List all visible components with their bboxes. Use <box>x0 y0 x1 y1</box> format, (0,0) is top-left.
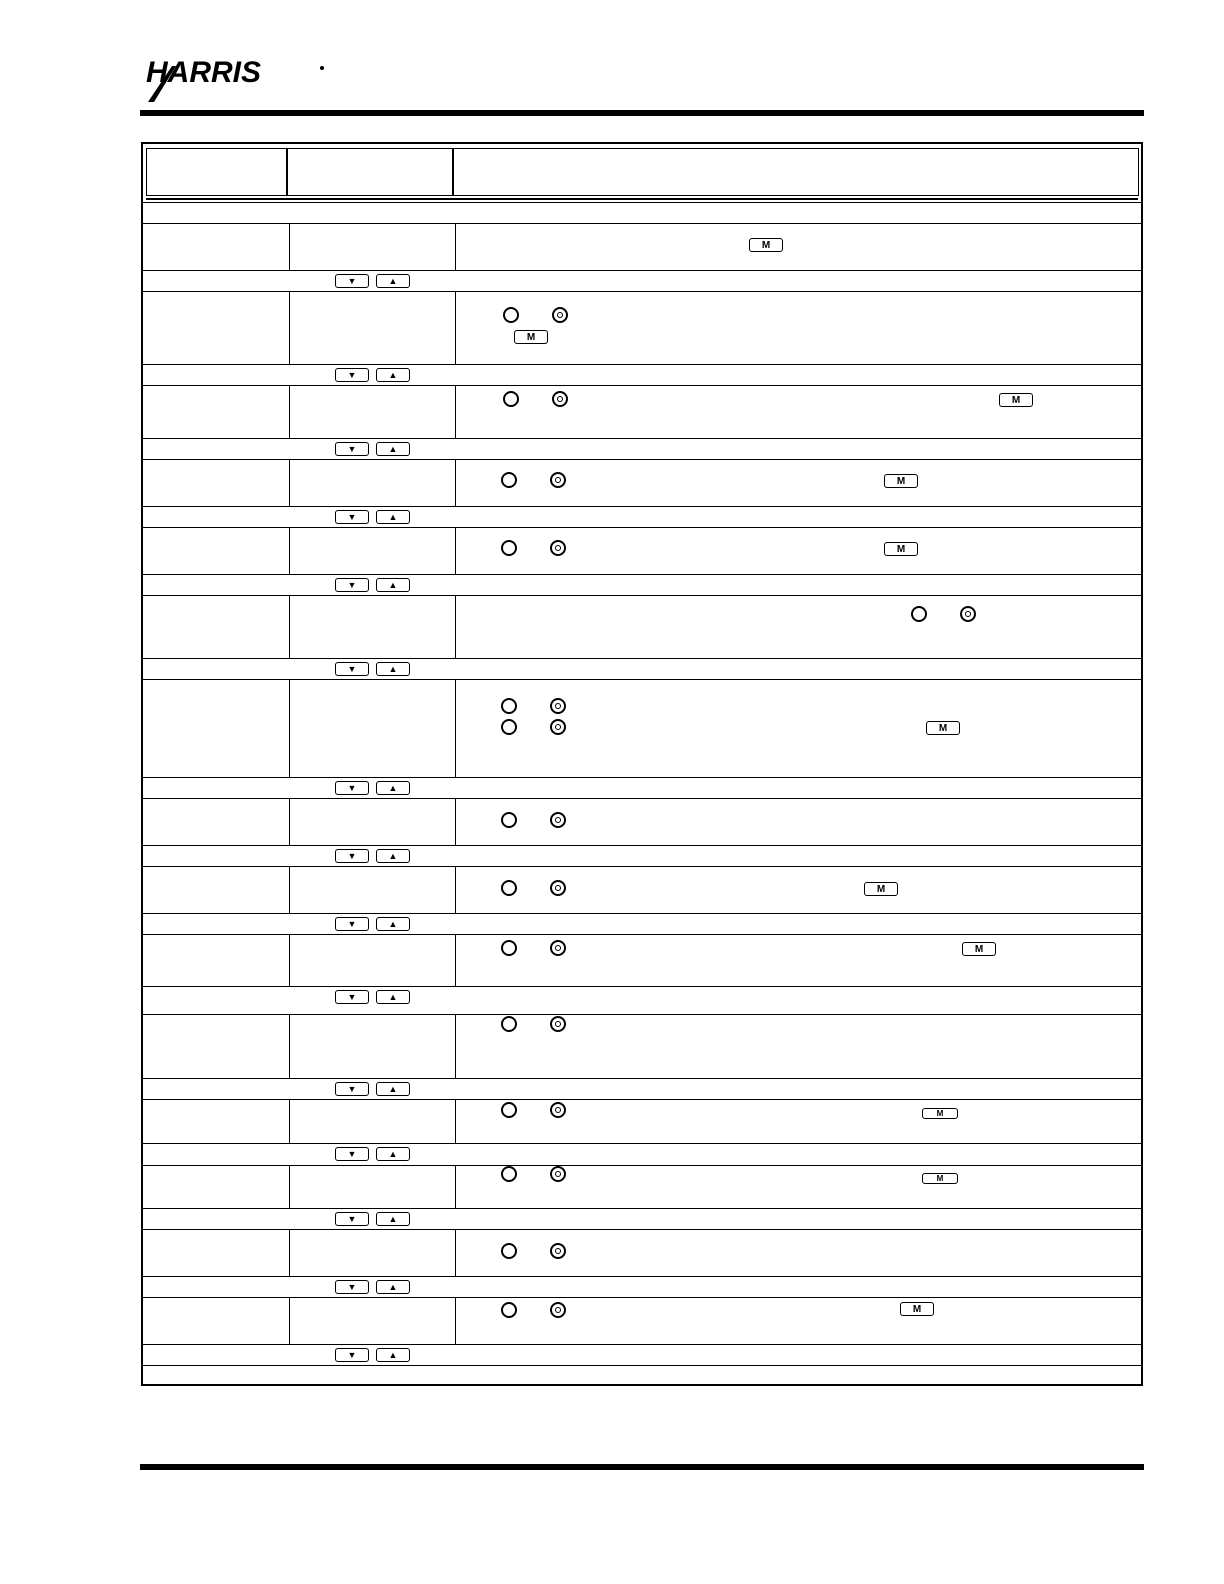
knob-icon <box>501 1016 517 1032</box>
row-divider <box>143 506 1141 507</box>
row-divider <box>143 438 1141 439</box>
column-divider <box>289 223 290 270</box>
knob-icon <box>501 698 517 714</box>
row-divider <box>143 270 1141 271</box>
down-arrow-icon: ▼ <box>335 990 369 1004</box>
column-divider <box>455 459 456 506</box>
column-divider <box>455 595 456 658</box>
column-divider <box>455 934 456 986</box>
column-divider <box>289 679 290 777</box>
selector-knob-icon <box>550 540 566 556</box>
down-arrow-icon: ▼ <box>335 849 369 863</box>
down-arrow-icon: ▼ <box>335 781 369 795</box>
column-divider <box>455 1229 456 1276</box>
row-divider <box>143 1165 1141 1166</box>
menu-button-icon: M <box>884 542 918 556</box>
header-cell-2 <box>287 148 453 196</box>
selector-knob-icon <box>550 1016 566 1032</box>
knob-icon <box>501 940 517 956</box>
menu-button-icon: M <box>926 721 960 735</box>
knob-icon <box>911 606 927 622</box>
up-arrow-icon: ▲ <box>376 1348 410 1362</box>
row-divider <box>143 777 1141 778</box>
selector-knob-icon <box>550 940 566 956</box>
row-divider <box>143 934 1141 935</box>
selector-knob-icon <box>552 307 568 323</box>
down-arrow-icon: ▼ <box>335 1348 369 1362</box>
down-arrow-icon: ▼ <box>335 274 369 288</box>
menu-button-icon: M <box>514 330 548 344</box>
menu-button-icon: M <box>749 238 783 252</box>
column-divider <box>289 595 290 658</box>
down-arrow-icon: ▼ <box>335 1147 369 1161</box>
knob-icon <box>501 540 517 556</box>
knob-icon <box>501 1243 517 1259</box>
down-arrow-icon: ▼ <box>335 578 369 592</box>
selector-knob-icon <box>960 606 976 622</box>
column-divider <box>455 385 456 438</box>
column-divider <box>289 291 290 364</box>
up-arrow-icon: ▲ <box>376 1212 410 1226</box>
column-divider <box>289 1014 290 1078</box>
svg-text:HARRIS: HARRIS <box>146 56 262 89</box>
column-divider <box>289 798 290 845</box>
row-divider <box>143 527 1141 528</box>
knob-icon <box>501 719 517 735</box>
column-divider <box>289 934 290 986</box>
row-divider <box>143 798 1141 799</box>
menu-button-icon: M <box>922 1173 958 1184</box>
knob-icon <box>501 880 517 896</box>
knob-icon <box>501 812 517 828</box>
menu-button-icon: M <box>922 1108 958 1119</box>
column-divider <box>289 1229 290 1276</box>
footer-rule <box>140 1464 1144 1470</box>
column-divider <box>455 291 456 364</box>
column-divider <box>455 798 456 845</box>
row-divider <box>143 595 1141 596</box>
up-arrow-icon: ▲ <box>376 662 410 676</box>
selector-knob-icon <box>550 719 566 735</box>
down-arrow-icon: ▼ <box>335 368 369 382</box>
row-divider <box>143 986 1141 987</box>
row-divider <box>143 866 1141 867</box>
header-rule <box>140 110 1144 116</box>
selector-knob-icon <box>550 698 566 714</box>
down-arrow-icon: ▼ <box>335 510 369 524</box>
row-divider <box>143 1297 1141 1298</box>
header-cell-1 <box>146 148 287 196</box>
menu-button-icon: M <box>900 1302 934 1316</box>
row-divider <box>143 291 1141 292</box>
column-divider <box>289 527 290 574</box>
up-arrow-icon: ▲ <box>376 990 410 1004</box>
row-divider <box>143 364 1141 365</box>
row-divider <box>143 1344 1141 1345</box>
up-arrow-icon: ▲ <box>376 1082 410 1096</box>
row-divider <box>143 1208 1141 1209</box>
row-divider <box>143 202 1141 203</box>
column-divider <box>455 223 456 270</box>
up-arrow-icon: ▲ <box>376 781 410 795</box>
down-arrow-icon: ▼ <box>335 442 369 456</box>
selector-knob-icon <box>550 812 566 828</box>
selector-knob-icon <box>552 391 568 407</box>
harris-logo <box>142 52 332 106</box>
column-divider <box>455 1165 456 1208</box>
column-divider <box>289 1297 290 1344</box>
down-arrow-icon: ▼ <box>335 662 369 676</box>
knob-icon <box>501 1102 517 1118</box>
up-arrow-icon: ▲ <box>376 510 410 524</box>
column-divider <box>455 1099 456 1143</box>
procedure-table <box>141 142 1143 1386</box>
up-arrow-icon: ▲ <box>376 578 410 592</box>
knob-icon <box>503 307 519 323</box>
row-divider <box>143 459 1141 460</box>
menu-button-icon: M <box>999 393 1033 407</box>
row-divider <box>143 1078 1141 1079</box>
knob-icon <box>501 472 517 488</box>
up-arrow-icon: ▲ <box>376 442 410 456</box>
header-bottom-rule <box>146 198 1138 200</box>
row-divider <box>143 223 1141 224</box>
column-divider <box>455 1014 456 1078</box>
selector-knob-icon <box>550 880 566 896</box>
down-arrow-icon: ▼ <box>335 1212 369 1226</box>
selector-knob-icon <box>550 472 566 488</box>
row-divider <box>143 679 1141 680</box>
column-divider <box>289 459 290 506</box>
column-divider <box>289 385 290 438</box>
row-divider <box>143 845 1141 846</box>
column-divider <box>289 866 290 913</box>
row-divider <box>143 1229 1141 1230</box>
knob-icon <box>501 1302 517 1318</box>
up-arrow-icon: ▲ <box>376 917 410 931</box>
up-arrow-icon: ▲ <box>376 849 410 863</box>
row-divider <box>143 1099 1141 1100</box>
down-arrow-icon: ▼ <box>335 1280 369 1294</box>
down-arrow-icon: ▼ <box>335 917 369 931</box>
row-divider <box>143 913 1141 914</box>
column-divider <box>289 1099 290 1143</box>
knob-icon <box>503 391 519 407</box>
column-divider <box>289 1165 290 1208</box>
up-arrow-icon: ▲ <box>376 1147 410 1161</box>
selector-knob-icon <box>550 1102 566 1118</box>
selector-knob-icon <box>550 1166 566 1182</box>
header-cell-3 <box>453 148 1139 196</box>
row-divider <box>143 658 1141 659</box>
up-arrow-icon: ▲ <box>376 1280 410 1294</box>
row-divider <box>143 1143 1141 1144</box>
row-divider <box>143 1276 1141 1277</box>
up-arrow-icon: ▲ <box>376 274 410 288</box>
column-divider <box>455 679 456 777</box>
selector-knob-icon <box>550 1302 566 1318</box>
column-divider <box>455 1297 456 1344</box>
knob-icon <box>501 1166 517 1182</box>
selector-knob-icon <box>550 1243 566 1259</box>
menu-button-icon: M <box>864 882 898 896</box>
column-divider <box>455 527 456 574</box>
row-divider <box>143 1365 1141 1366</box>
up-arrow-icon: ▲ <box>376 368 410 382</box>
row-divider <box>143 574 1141 575</box>
menu-button-icon: M <box>962 942 996 956</box>
row-divider <box>143 1014 1141 1015</box>
down-arrow-icon: ▼ <box>335 1082 369 1096</box>
menu-button-icon: M <box>884 474 918 488</box>
column-divider <box>455 866 456 913</box>
row-divider <box>143 385 1141 386</box>
